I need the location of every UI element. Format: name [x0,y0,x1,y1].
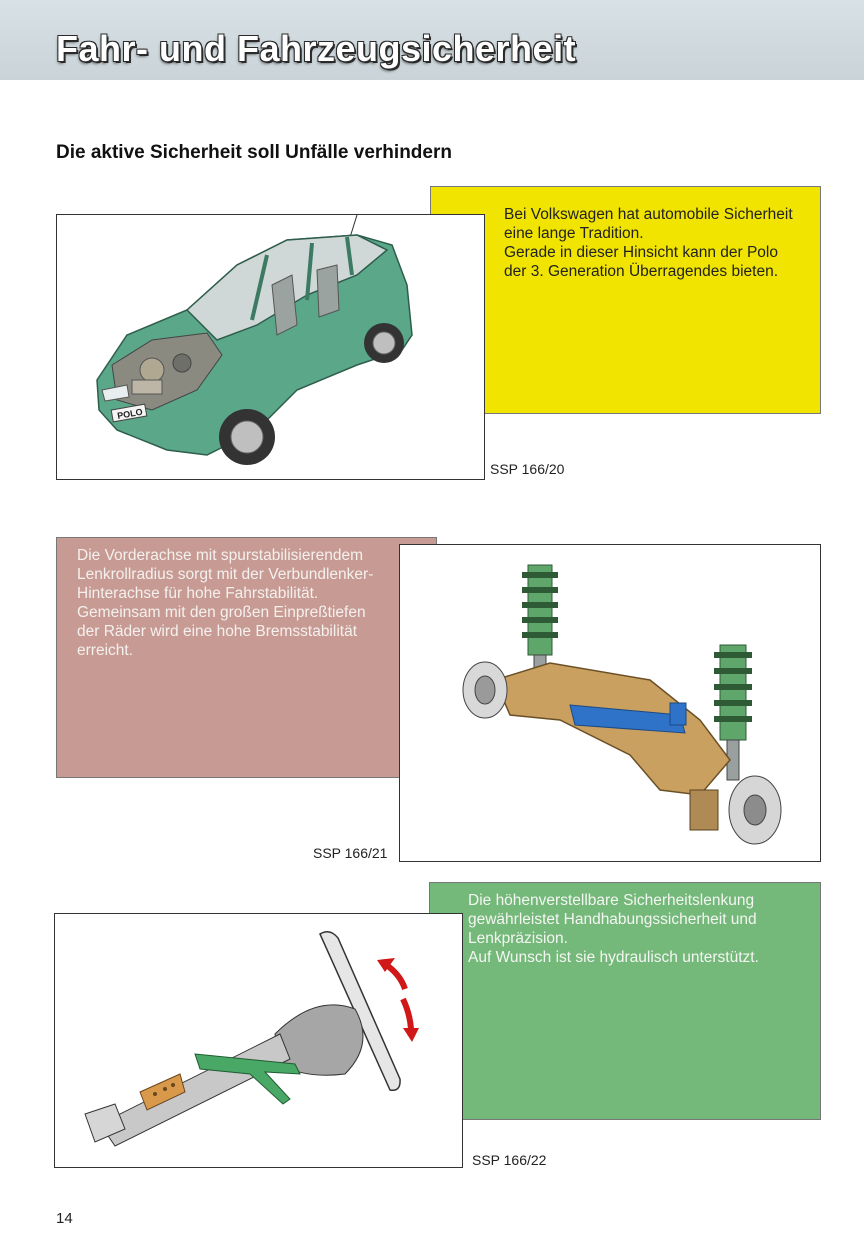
text-line: Gerade in dieser Hinsicht kann der Polo [504,244,778,261]
page-number: 14 [56,1210,73,1227]
steering-column-illustration [55,914,462,1167]
text-line: Die höhenverstellbare Sicherheitslenkung [468,892,755,909]
license-plate-text: POLO [116,406,144,421]
info-box-yellow [430,186,821,414]
text-line: Lenkrollradius sorgt mit der Verbundlenker- [77,566,374,583]
car-cutaway-illustration [57,215,484,479]
text-line: der 3. Generation Überragendes bieten. [504,263,779,280]
text-line: der Räder wird eine hohe Bremsstabilität [77,623,357,640]
text-line: erreicht. [77,642,133,659]
figure-caption: SSP 166/20 [490,461,565,477]
text-line: Hinterachse für hohe Fahrstabilität. [77,585,319,602]
text-line: Gemeinsam mit den großen Einpreßtiefen [77,604,366,621]
text-line: gewährleistet Handhabungssicherheit und [468,911,757,928]
info-box-pink [56,537,437,778]
text-line: Auf Wunsch ist sie hydraulisch unterstützt. [468,949,759,966]
figure-car-cutaway [56,214,485,480]
info-text [77,546,407,660]
section-subtitle: Die aktive Sicherheit soll Unfälle verhindern [56,142,452,163]
figure-caption: SSP 166/21 [313,845,388,861]
text-line: eine lange Tradition. [504,225,644,242]
page-title: Fahr- und Fahrzeugsicherheit [56,28,577,69]
figure-caption: SSP 166/22 [472,1152,547,1168]
info-text [504,205,816,281]
info-text [468,891,818,967]
info-box-green [429,882,821,1120]
figure-steering-column [54,913,463,1168]
text-line: Lenkpräzision. [468,930,568,947]
text-line: Bei Volkswagen hat automobile Sicherheit [504,206,793,223]
front-axle-illustration [400,545,820,861]
figure-front-axle [399,544,821,862]
text-line: Die Vorderachse mit spurstabilisierendem [77,547,364,564]
